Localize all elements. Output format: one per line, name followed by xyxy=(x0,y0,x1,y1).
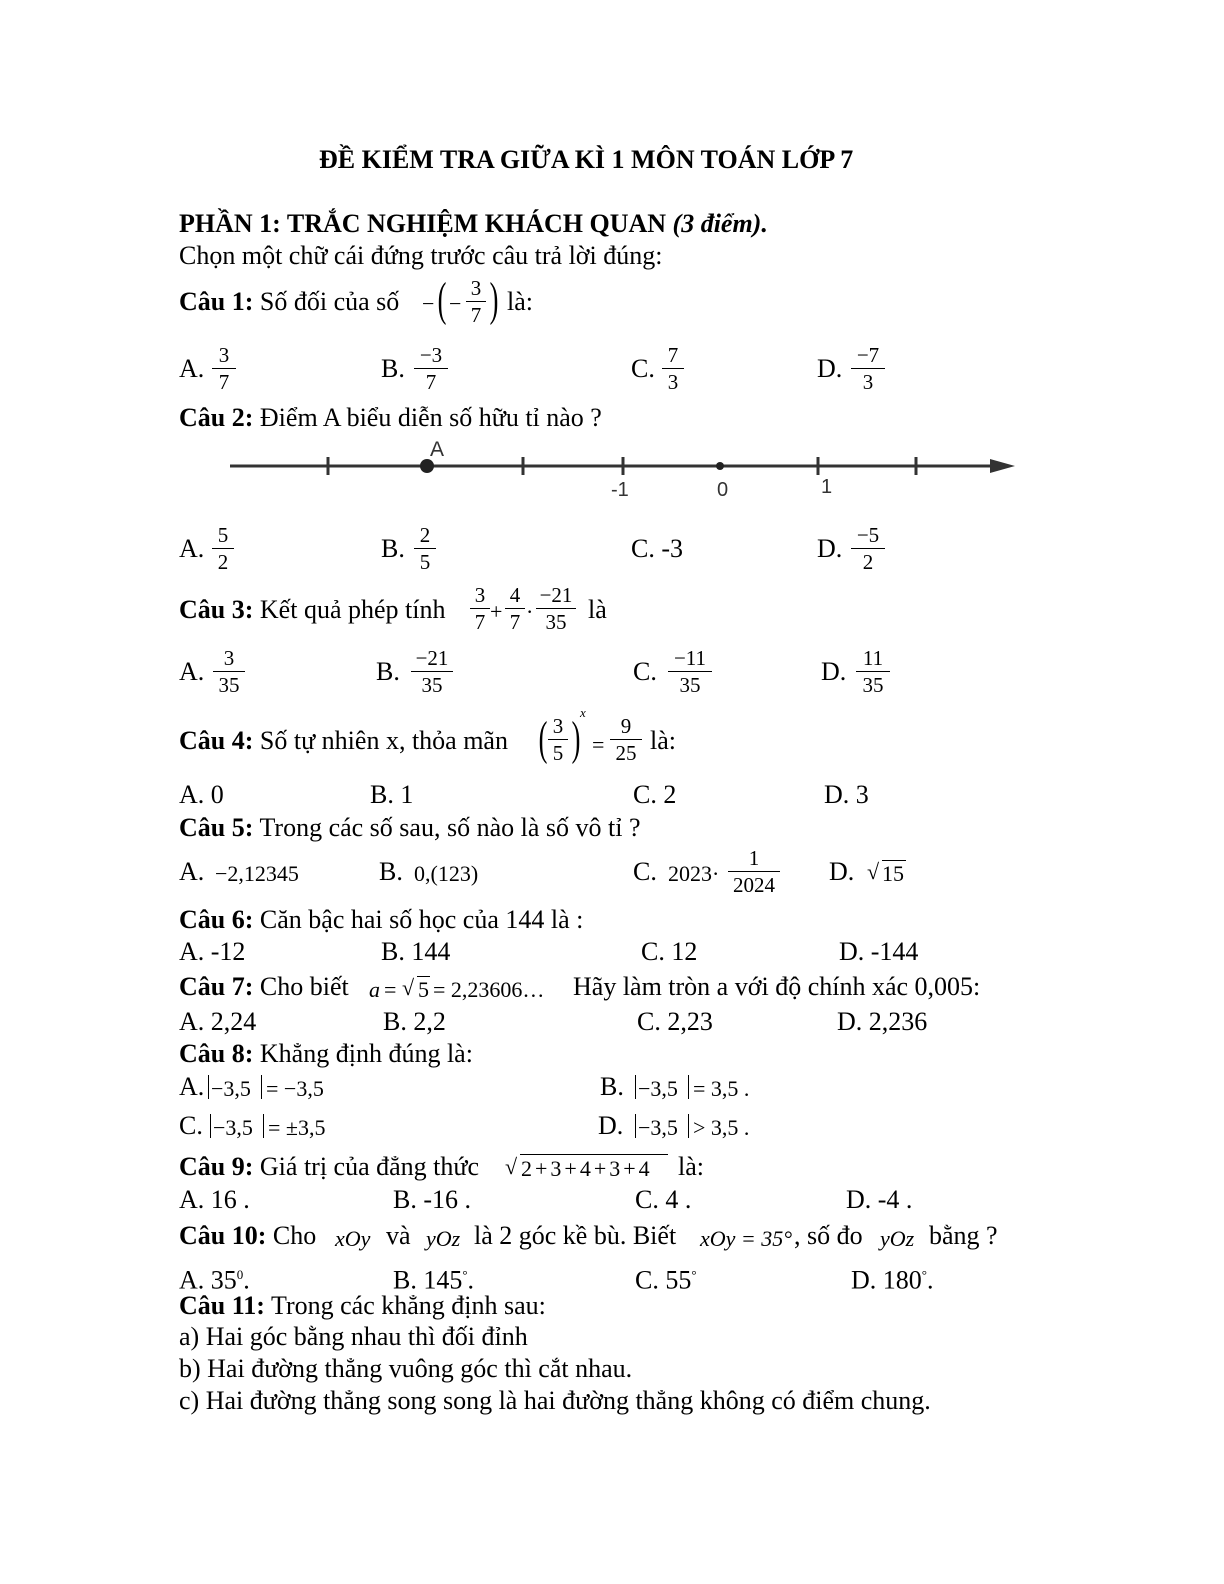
q8-option-a-inner[interactable]: −3,5 xyxy=(211,1076,251,1101)
q1-label: Câu 1: xyxy=(179,287,254,316)
q3-stem xyxy=(179,595,445,625)
q4-end: là: xyxy=(650,726,676,755)
q8-option-d-label[interactable]: D. xyxy=(598,1111,624,1140)
q5-label: Câu 5: xyxy=(179,813,254,842)
q8-a-abs-right xyxy=(261,1075,262,1099)
q10-d-label: D. xyxy=(851,1265,877,1295)
q7-eq: = xyxy=(384,977,397,1002)
point-a xyxy=(420,459,434,473)
q10-option-d[interactable] xyxy=(851,1260,933,1296)
q1-text: Số đối của số xyxy=(259,287,400,316)
q10-c-sup: ° xyxy=(691,1267,697,1282)
q1-b-num: −3 xyxy=(419,343,443,367)
q4-rhs-den: 25 xyxy=(615,741,637,765)
q4-option-b[interactable]: B. 1 xyxy=(370,780,414,809)
q11-statement-c: c) Hai đường thẳng song song là hai đường thẳng không có điểm chung. xyxy=(179,1386,931,1415)
q10-d-end: . xyxy=(926,1265,934,1295)
tick-label-1: 1 xyxy=(821,476,833,498)
part1-points: (3 điểm). xyxy=(672,209,768,238)
q6-option-a[interactable]: A. -12 xyxy=(179,937,246,966)
q3-option-a-fraction[interactable] xyxy=(213,646,245,697)
q7-option-b[interactable]: B. 2,2 xyxy=(383,1007,446,1036)
q6-option-d[interactable]: D. -144 xyxy=(839,937,919,966)
q8-d-abs-right xyxy=(688,1114,689,1138)
number-line xyxy=(220,435,1020,505)
q1-option-a-fraction[interactable] xyxy=(212,343,236,394)
q10-c-value: 55 xyxy=(665,1265,692,1295)
q1-a-num: 3 xyxy=(218,343,230,367)
q9-end: là: xyxy=(678,1152,704,1181)
q5-c-num: 1 xyxy=(748,846,760,870)
q4-stem xyxy=(179,726,508,756)
q4-base-den: 5 xyxy=(552,741,564,765)
q5-option-c-label[interactable]: C. xyxy=(633,857,657,886)
q11-text: Trong các khẳng định sau: xyxy=(271,1291,546,1320)
q2-b-num: 2 xyxy=(419,523,431,547)
q2-stem xyxy=(179,403,602,433)
q8-option-b-inner[interactable]: −3,5 xyxy=(638,1076,678,1101)
q3-f3-den: 35 xyxy=(545,610,567,634)
q3-f2-num: 4 xyxy=(509,583,521,607)
q4-option-d[interactable]: D. 3 xyxy=(824,780,869,809)
q4-text: Số tự nhiên x, thỏa mãn xyxy=(259,726,508,755)
q10-text-1: Cho xyxy=(272,1221,317,1250)
q11-stem xyxy=(179,1291,546,1321)
q10-b-sup: ° xyxy=(462,1267,468,1282)
q10-b-value: 145 xyxy=(423,1265,463,1295)
q8-option-c-inner[interactable]: −3,5 xyxy=(213,1115,253,1140)
q6-text: Căn bậc hai số học của 144 là : xyxy=(259,905,584,934)
q10-d-sup: ° xyxy=(921,1267,927,1282)
q10-angle-xoy: xOy xyxy=(335,1226,371,1251)
q3-d-den: 35 xyxy=(862,673,884,697)
q5-option-a-value[interactable]: −2,12345 xyxy=(215,861,299,886)
q8-option-d-inner[interactable]: −3,5 xyxy=(638,1115,678,1140)
part1-heading-text: PHẦN 1: TRẮC NGHIỆM KHÁCH QUAN xyxy=(179,209,667,238)
q2-a-num: 5 xyxy=(217,523,229,547)
q4-exponent: x xyxy=(580,705,586,720)
q8-option-b-rest[interactable]: = 3,5 . xyxy=(693,1076,750,1101)
q10-text-2: và xyxy=(386,1221,411,1250)
q7-var-a: a xyxy=(369,977,380,1002)
q2-label: Câu 2: xyxy=(179,403,254,432)
q7-label: Câu 7: xyxy=(179,972,254,1001)
q1-option-d-label[interactable]: D. xyxy=(817,354,843,383)
q9-label: Câu 9: xyxy=(179,1152,254,1181)
q5-stem xyxy=(179,813,641,843)
q8-stem xyxy=(179,1039,473,1069)
q6-stem xyxy=(179,905,583,935)
q1-a-den: 7 xyxy=(218,370,230,394)
q3-frac-3 xyxy=(536,583,576,634)
q5-c-den: 2024 xyxy=(733,873,775,897)
q3-label: Câu 3: xyxy=(179,595,254,624)
q4-option-a[interactable]: A. 0 xyxy=(179,780,224,809)
q7-value: = 2,23606… xyxy=(433,977,545,1002)
q1-option-b-fraction[interactable] xyxy=(414,343,448,394)
q7-stem-left xyxy=(179,972,349,1002)
q5-option-c-value[interactable]: 2023· xyxy=(668,861,720,886)
q10-d-value: 180 xyxy=(882,1265,922,1295)
q7-radical: √ xyxy=(402,975,415,1000)
q1-fraction xyxy=(466,276,486,327)
q5-text: Trong các số sau, số nào là số vô tỉ ? xyxy=(259,813,641,842)
q3-f1-num: 3 xyxy=(474,583,486,607)
q3-text: Kết quả phép tính xyxy=(259,595,446,624)
q2-option-d-label[interactable]: D. xyxy=(817,534,843,563)
q2-a-den: 2 xyxy=(217,550,229,574)
q10-a-end: . xyxy=(243,1265,250,1295)
q3-b-den: 35 xyxy=(421,673,443,697)
q2-option-c[interactable]: C. -3 xyxy=(631,534,683,563)
q4-base-num: 3 xyxy=(552,714,564,738)
q3-d-num: 11 xyxy=(862,646,884,670)
q2-option-a-fraction[interactable] xyxy=(212,523,234,574)
q7-text2: Hãy làm tròn a với độ chính xác 0,005: xyxy=(573,972,981,1001)
q1-left-paren: ( xyxy=(437,273,447,326)
q1-c-den: 3 xyxy=(667,370,679,394)
q6-option-b[interactable]: B. 144 xyxy=(381,937,451,966)
q1-option-b-label[interactable]: B. xyxy=(381,354,405,383)
q2-b-den: 5 xyxy=(419,550,431,574)
q8-option-a-rest[interactable]: = −3,5 xyxy=(266,1076,324,1101)
q1-option-d-fraction[interactable] xyxy=(851,343,885,394)
q9-option-b[interactable]: B. -16 . xyxy=(393,1185,471,1214)
q8-b-abs-right xyxy=(688,1075,689,1099)
q7-option-a[interactable]: A. 2,24 xyxy=(179,1007,257,1036)
q1-option-c-fraction[interactable] xyxy=(662,343,684,394)
q1-end: là: xyxy=(507,287,533,316)
q5-option-d-radical[interactable]: √ xyxy=(867,859,880,884)
q10-angle-yoz: yOz xyxy=(426,1226,461,1251)
q11-statement-a: a) Hai góc bằng nhau thì đối đỉnh xyxy=(179,1322,528,1351)
q1-d-num: −7 xyxy=(856,343,880,367)
part1-heading xyxy=(179,209,768,239)
q10-stem-a xyxy=(179,1221,316,1251)
q1-c-num: 7 xyxy=(667,343,679,367)
q8-option-a-label[interactable]: A. xyxy=(179,1072,205,1101)
q5-option-d-value[interactable]: 15 xyxy=(882,861,904,886)
q4-left-paren: ( xyxy=(538,712,548,765)
q8-option-b-label[interactable]: B. xyxy=(600,1072,624,1101)
q8-text: Khẳng định đúng là: xyxy=(259,1039,473,1068)
q3-b-num: −21 xyxy=(415,646,449,670)
q6-label: Câu 6: xyxy=(179,905,254,934)
q4-option-c[interactable]: C. 2 xyxy=(633,780,677,809)
q7-option-c[interactable]: C. 2,23 xyxy=(637,1007,713,1036)
q1-frac-num: 3 xyxy=(470,276,482,300)
page-title: ĐỀ KIỂM TRA GIỮA KÌ 1 MÔN TOÁN LỚP 7 xyxy=(319,145,854,174)
q8-c-abs-right xyxy=(263,1114,264,1138)
q9-option-c[interactable]: C. 4 . xyxy=(635,1185,692,1214)
q3-op-dot: · xyxy=(526,599,534,624)
q9-stem xyxy=(179,1152,479,1182)
q7-radicand: 5 xyxy=(418,977,429,1002)
q10-text-4: , số đo xyxy=(794,1221,863,1250)
q3-option-d-label[interactable]: D. xyxy=(821,657,847,686)
q2-option-b-fraction[interactable] xyxy=(414,523,436,574)
q3-option-a-label[interactable]: A. xyxy=(179,657,205,686)
q9-radical: √ xyxy=(505,1154,518,1179)
q3-c-den: 35 xyxy=(679,673,701,697)
q8-d-abs-left xyxy=(635,1114,636,1138)
q4-right-paren: ) xyxy=(571,712,581,765)
q10-label: Câu 10: xyxy=(179,1221,267,1250)
q6-option-c[interactable]: C. 12 xyxy=(641,937,698,966)
q1-right-paren: ) xyxy=(489,273,499,326)
q10-given: xOy = 35° xyxy=(700,1226,793,1251)
q9-text: Giá trị của đẳng thức xyxy=(259,1152,480,1181)
q5-option-c-fraction[interactable] xyxy=(728,846,780,897)
number-line-arrow xyxy=(990,459,1015,473)
q3-option-b-fraction[interactable] xyxy=(411,646,453,697)
q2-d-den: 2 xyxy=(862,550,874,574)
q4-equals: = xyxy=(592,732,605,757)
q9-radicand: 2+3+4+3+4 xyxy=(521,1156,653,1181)
q5-option-b-label[interactable]: B. xyxy=(379,857,403,886)
point-origin xyxy=(716,462,724,470)
q3-a-num: 3 xyxy=(223,646,235,670)
q10-angle-yoz-2: yOz xyxy=(880,1226,915,1251)
q1-inner-minus: − xyxy=(449,291,462,316)
q3-option-c-fraction[interactable] xyxy=(668,646,712,697)
q5-option-d-label[interactable]: D. xyxy=(829,857,855,886)
q8-a-abs-left xyxy=(208,1075,209,1099)
q8-label: Câu 8: xyxy=(179,1039,254,1068)
q1-b-den: 7 xyxy=(425,370,437,394)
q3-f3-num: −21 xyxy=(539,583,573,607)
q2-text: Điểm A biểu diễn số hữu tỉ nào ? xyxy=(259,403,602,432)
q10-a-sup: 0 xyxy=(236,1267,244,1282)
q10-a-value: 35 xyxy=(210,1265,237,1295)
q3-option-c-label[interactable]: C. xyxy=(633,657,657,686)
q1-option-a-label[interactable]: A. xyxy=(179,354,205,383)
q3-option-d-fraction[interactable] xyxy=(856,646,890,697)
q2-d-num: −5 xyxy=(856,523,880,547)
part1-instruction: Chọn một chữ cái đứng trước câu trả lời đúng: xyxy=(179,241,663,270)
q8-c-abs-left xyxy=(210,1114,211,1138)
q3-c-num: −11 xyxy=(673,646,707,670)
q10-b-label: B. xyxy=(393,1265,417,1295)
q7-option-d[interactable]: D. 2,236 xyxy=(837,1007,928,1036)
q5-option-a-label[interactable]: A. xyxy=(179,857,205,886)
q3-option-b-label[interactable]: B. xyxy=(376,657,400,686)
q2-option-a-label[interactable]: A. xyxy=(179,534,205,563)
q10-text-3: là 2 góc kề bù. Biết xyxy=(474,1221,677,1250)
q7-text1: Cho biết xyxy=(259,972,349,1001)
q3-frac-1 xyxy=(470,583,490,634)
q3-f2-den: 7 xyxy=(509,610,521,634)
q8-option-d-rest[interactable]: > 3,5 . xyxy=(693,1115,750,1140)
q9-option-a[interactable]: A. 16 . xyxy=(179,1185,250,1214)
q1-frac-den: 7 xyxy=(470,303,482,327)
q8-option-c-rest[interactable]: = ±3,5 xyxy=(268,1115,326,1140)
q8-option-c-label[interactable]: C. xyxy=(179,1111,203,1140)
q1-minus: − xyxy=(422,291,435,316)
q10-option-c[interactable] xyxy=(635,1260,697,1296)
q2-option-b-label[interactable]: B. xyxy=(381,534,405,563)
q5-option-b-value[interactable]: 0,(123) xyxy=(414,861,479,886)
q3-a-den: 35 xyxy=(218,673,240,697)
tick-label-minus-1: -1 xyxy=(611,479,629,501)
q4-rhs-fraction xyxy=(610,714,642,765)
q3-end: là xyxy=(588,595,607,624)
q9-option-d[interactable]: D. -4 . xyxy=(846,1185,913,1214)
q4-label: Câu 4: xyxy=(179,726,254,755)
q10-a-label: A. xyxy=(179,1265,205,1295)
q2-option-d-fraction[interactable] xyxy=(851,523,885,574)
q11-label: Câu 11: xyxy=(179,1291,265,1320)
q1-d-den: 3 xyxy=(862,370,874,394)
q4-rhs-num: 9 xyxy=(620,714,632,738)
q10-c-label: C. xyxy=(635,1265,659,1295)
q11-statement-b: b) Hai đường thẳng vuông góc thì cắt nhau. xyxy=(179,1354,633,1383)
tick-label-0: 0 xyxy=(717,479,729,501)
point-a-label: A xyxy=(430,438,445,461)
q1-option-c-label[interactable]: C. xyxy=(631,354,655,383)
q1-stem xyxy=(179,287,399,317)
q3-frac-2 xyxy=(505,583,525,634)
q3-op-plus: + xyxy=(490,599,503,624)
q8-b-abs-left xyxy=(635,1075,636,1099)
q3-f1-den: 7 xyxy=(474,610,486,634)
q10-text-5: bằng ? xyxy=(929,1221,998,1250)
q10-b-end: . xyxy=(467,1265,475,1295)
q4-base-fraction xyxy=(548,714,568,765)
